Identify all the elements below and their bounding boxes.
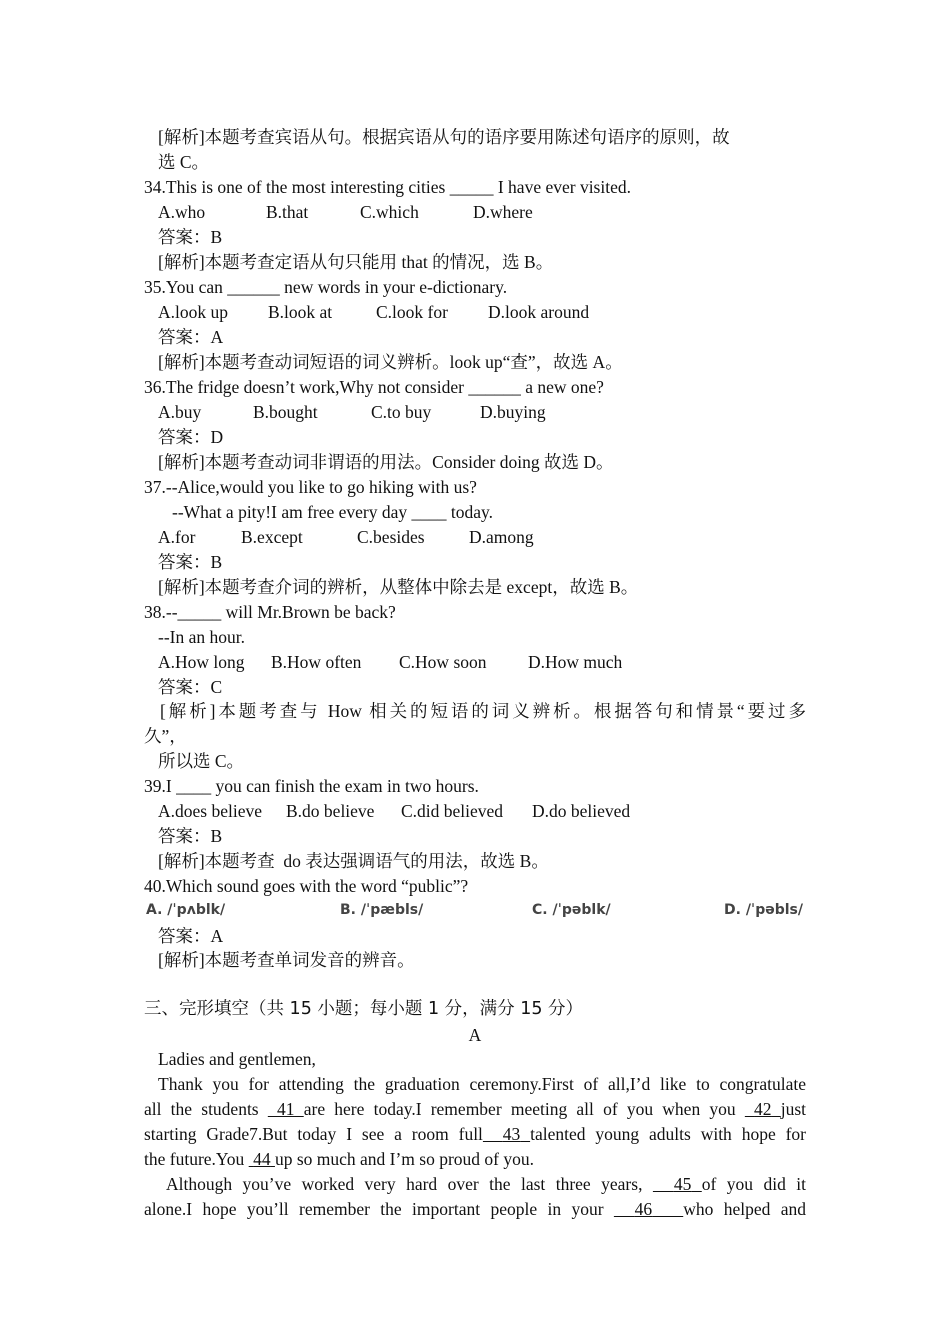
passage-label: A — [468, 1025, 482, 1045]
section-heading: 三、完形填空（共 15 小题；每小题 1 分，满分 15 分） — [144, 999, 584, 1019]
option-b: B.How often — [271, 652, 362, 672]
option-b: B.bought — [253, 402, 318, 422]
text: just — [780, 1099, 807, 1119]
blank-43: 43 — [502, 1124, 521, 1144]
answer: 答案：B — [158, 552, 223, 572]
option-b: B.except — [241, 527, 303, 547]
analysis: [解析]本题考查定语从句只能用 that 的情况，选 B。 — [158, 252, 554, 272]
paragraph-line — [144, 1124, 806, 1144]
paragraph-line — [144, 1149, 534, 1169]
option-c: C.which — [360, 202, 419, 222]
analysis: [解析]本题考查与 How 相关的短语的词义辨析。根据答句和情景“要过多 — [160, 701, 806, 721]
question-stem: 36.The fridge doesn’t work,Why not consider ______ a new one? — [144, 377, 604, 397]
question-stem: 34.This is one of the most interesting cities _____ I have ever visited. — [144, 177, 631, 197]
option-a: A.who — [158, 202, 206, 222]
blank-42: 42 — [754, 1099, 772, 1119]
analysis-cont: 所以选 C。 — [158, 751, 245, 771]
option-a: A.How long — [158, 652, 245, 672]
text: alone.I hope you’ll remember the important people in your — [144, 1199, 614, 1219]
analysis: [解析]本题考查单词发音的辨音。 — [158, 950, 415, 970]
option-a: A. /ˈpʌblk/ — [146, 902, 226, 918]
text: talented young adults with hope for — [530, 1124, 807, 1144]
option-c: C.look for — [376, 302, 448, 322]
paragraph-line — [144, 1199, 806, 1219]
answer: 答案：C — [158, 677, 223, 697]
option-d: D.buying — [480, 402, 546, 422]
option-d: D.where — [473, 202, 533, 222]
answer: 答案：D — [158, 427, 224, 447]
analysis-cont: 久”， — [144, 726, 187, 746]
blank-45: 45 — [673, 1174, 692, 1194]
answer: 答案：A — [158, 327, 224, 347]
blank-46: 46 — [634, 1199, 653, 1219]
question-stem-2: --What a pity!I am free every day ____ today. — [172, 502, 494, 522]
text: Although you’ve worked very hard over the last three years, — [166, 1174, 653, 1194]
analysis-line: [解析]本题考查宾语从句。根据宾语从句的语序要用陈述句语序的原则，故 — [158, 127, 730, 147]
text: up so much and I’m so proud of you. — [274, 1149, 535, 1169]
option-a: A.for — [158, 527, 196, 547]
option-a: A.look up — [158, 302, 228, 322]
blank-41: 41 — [277, 1099, 295, 1119]
text: who helped and — [683, 1199, 806, 1219]
question-stem: 37.--Alice,would you like to go hiking with us? — [144, 477, 477, 497]
paragraph-line — [144, 1099, 806, 1119]
option-c: C.How soon — [399, 652, 487, 672]
paragraph-line — [166, 1174, 806, 1194]
option-d: D. /ˈpəbls/ — [724, 902, 803, 918]
option-c: C.besides — [357, 527, 425, 547]
text: the future.You — [144, 1149, 249, 1169]
analysis: [解析]本题考查动词非谓语的用法。Consider doing 故选 D。 — [158, 452, 614, 472]
option-d: D.look around — [488, 302, 590, 322]
option-a: A.buy — [158, 402, 202, 422]
text: starting Grade7.But today I see a room full — [144, 1124, 483, 1144]
question-stem: 38.--_____ will Mr.Brown be back? — [144, 602, 396, 622]
option-b: B.look at — [268, 302, 333, 322]
paragraph-line: Thank you for attending the graduation ceremony.First of all,I’d like to congratulate — [158, 1074, 806, 1094]
option-a: A.does believe — [158, 801, 262, 821]
question-stem: 35.You can ______ new words in your e-dictionary. — [144, 277, 508, 297]
answer: 答案：B — [158, 227, 223, 247]
option-c: C.to buy — [371, 402, 432, 422]
analysis-line: 选 C。 — [158, 152, 210, 172]
analysis: [解析]本题考查介词的辨析，从整体中除去是 except，故选 B。 — [158, 577, 639, 597]
option-b: B. /ˈpæbls/ — [340, 902, 424, 918]
option-c: C.did believed — [401, 801, 504, 821]
option-c: C. /ˈpəblk/ — [532, 902, 611, 918]
analysis: [解析]本题考查 do 表达强调语气的用法，故选 B。 — [158, 851, 549, 871]
question-stem: 40.Which sound goes with the word “public”? — [144, 876, 469, 896]
question-stem-2: --In an hour. — [158, 627, 245, 647]
answer: 答案：A — [158, 926, 224, 946]
answer: 答案：B — [158, 826, 223, 846]
text: all the students — [144, 1099, 268, 1119]
option-d: D.do believed — [532, 801, 631, 821]
option-d: D.How much — [528, 652, 623, 672]
option-b: B.that — [266, 202, 309, 222]
blank-44: 44 — [253, 1149, 271, 1169]
option-d: D.among — [469, 527, 534, 547]
question-stem: 39.I ____ you can finish the exam in two hours. — [144, 776, 479, 796]
text: of you did it — [701, 1174, 807, 1194]
greeting: Ladies and gentlemen, — [158, 1049, 316, 1069]
text: are here today.I remember meeting all of you when you — [303, 1099, 745, 1119]
analysis: [解析]本题考查动词短语的词义辨析。look up“查”，故选 A。 — [158, 352, 623, 372]
option-b: B.do believe — [286, 801, 375, 821]
